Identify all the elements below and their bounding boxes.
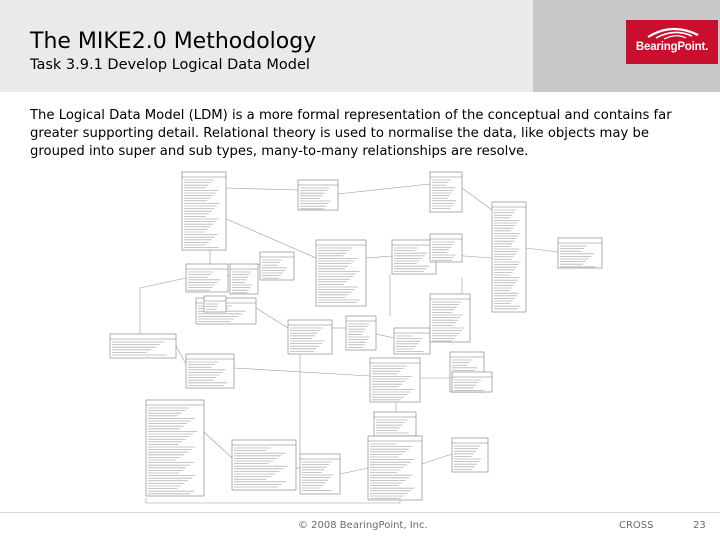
bearingpoint-logo [626,20,718,64]
entity-box [146,400,204,496]
footer-label: CROSS [619,520,654,531]
relationship-line [204,432,232,458]
body-paragraph: The Logical Data Model (LDM) is a more formal representation of the conceptual and contains far greater supporting detail. Relational theory is used to normalise the data, like objects may be grouped into super and sub types, many-to-many relationships are resolve. [30,108,672,159]
entity-box [430,294,470,342]
entity-box [368,436,422,500]
entity-box [232,440,296,490]
logo-text: BearingPoint. [635,41,709,53]
footer-divider [0,512,720,513]
entity-box [298,180,338,210]
relationship-line [256,308,288,328]
entity-box [186,354,234,388]
entity-box [110,334,176,358]
entity-box [452,372,492,392]
relationship-line [338,184,430,194]
relationship-line [366,256,392,258]
relationship-line [526,248,558,252]
slide-title: The MIKE2.0 Methodology [30,29,317,54]
footer-copyright: © 2008 BearingPoint, Inc. [298,520,428,531]
relationship-line [176,346,186,364]
relationship-line [140,278,186,288]
entity-box [260,252,294,280]
page-number: 23 [693,520,706,531]
entity-box [370,358,420,402]
entity-box [430,234,462,262]
entity-box [394,328,430,354]
relationship-line [422,454,452,464]
entity-box [430,172,462,212]
entity-box [492,202,526,312]
relationship-line [376,334,394,338]
entity-box [288,320,332,354]
entity-box [230,264,258,294]
entity-box [186,264,228,292]
entity-box [300,454,340,494]
entity-box [392,240,436,274]
entity-box [452,438,488,472]
entity-box [374,412,416,436]
entity-box [346,316,376,350]
slide-subtitle: Task 3.9.1 Develop Logical Data Model [30,57,310,73]
relationship-line [462,188,492,210]
entity-box [182,172,226,250]
relationship-line [226,188,298,190]
relationship-line [340,468,368,474]
entity-box [558,238,602,268]
logical-data-model-diagram [100,168,610,508]
relationship-line [234,368,370,376]
entity-box [204,296,226,312]
entity-box [316,240,366,306]
